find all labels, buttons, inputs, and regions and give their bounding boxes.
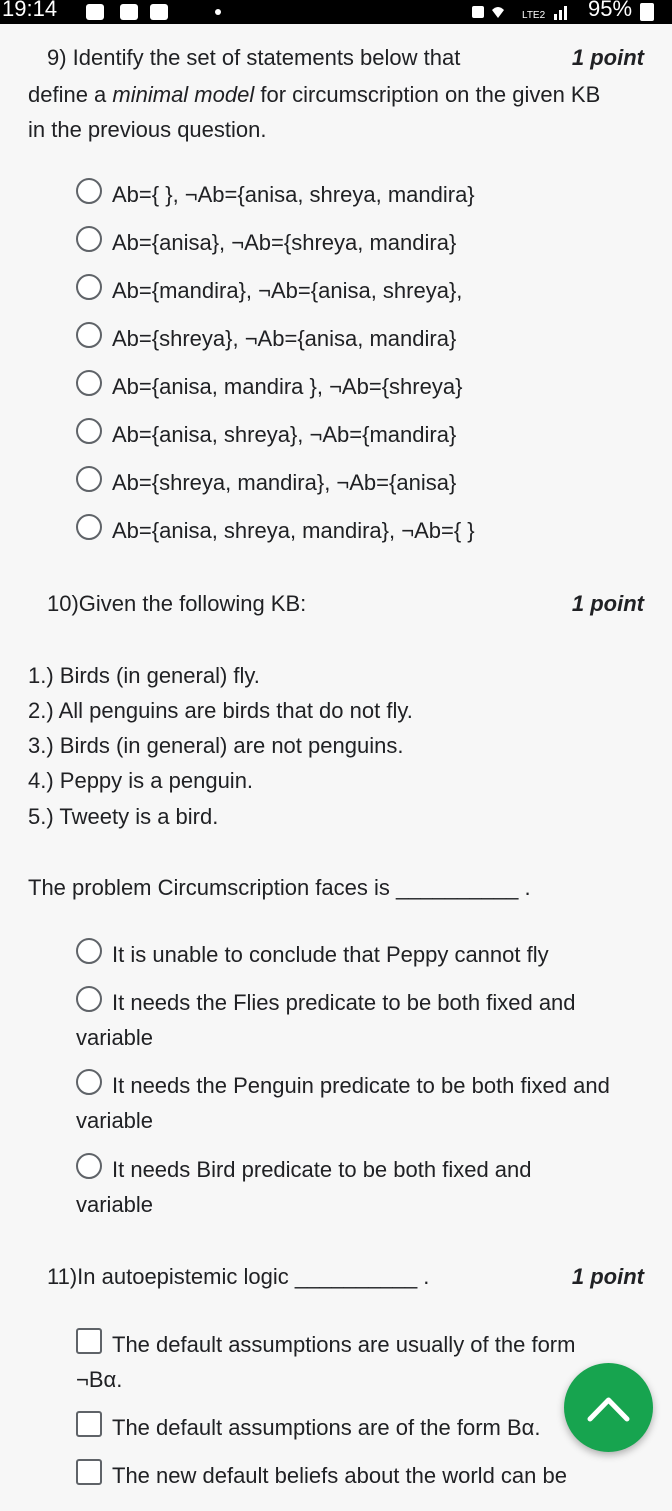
option-label: It needs Bird predicate to be both fixed and — [112, 1157, 532, 1182]
option-label-continued: variable — [76, 1025, 154, 1050]
radio-button-icon[interactable] — [76, 226, 102, 252]
option-label: It is unable to conclude that Peppy cannot fly — [112, 942, 549, 967]
q11-header — [47, 1263, 644, 1291]
option-label: Ab={anisa, mandira }, ¬Ab={shreya} — [112, 374, 463, 399]
status-time: 19:14 — [2, 0, 58, 21]
q9-option-5[interactable] — [76, 369, 652, 404]
q10-option-2[interactable] — [76, 985, 652, 1055]
q10-kb-line-5: 5.) Tweety is a bird. — [28, 804, 219, 829]
option-label: Ab={shreya}, ¬Ab={anisa, mandira} — [112, 326, 457, 351]
option-label: Ab={anisa}, ¬Ab={shreya, mandira} — [112, 230, 457, 255]
option-label: The default assumptions are usually of the form — [112, 1332, 576, 1357]
linkedin-notification-icon — [120, 4, 138, 20]
q9-option-7[interactable] — [76, 465, 652, 500]
q10-option-4[interactable] — [76, 1152, 652, 1222]
option-label: Ab={shreya, mandira}, ¬Ab={anisa} — [112, 470, 457, 495]
option-label-continued: ¬Bα. — [76, 1367, 123, 1392]
radio-button-icon[interactable] — [76, 322, 102, 348]
radio-button-icon[interactable] — [76, 986, 102, 1012]
checkbox-icon[interactable] — [76, 1411, 102, 1437]
q11-option-3[interactable] — [76, 1458, 652, 1493]
q9-header — [47, 44, 644, 72]
battery-percent: 95% — [588, 0, 633, 21]
chevron-up-icon — [586, 1389, 631, 1426]
option-label: The default assumptions are of the form Bα. — [112, 1415, 541, 1440]
q11-points: 1 point — [571, 1264, 644, 1289]
checkbox-icon[interactable] — [76, 1328, 102, 1354]
option-label: It needs the Penguin predicate to be both fixed and — [112, 1073, 610, 1098]
q11-title: 11)In autoepistemic logic __________ . — [47, 1264, 430, 1289]
radio-button-icon[interactable] — [76, 514, 102, 540]
q9-option-6[interactable] — [76, 417, 652, 452]
q10-points: 1 point — [571, 591, 644, 616]
checkbox-icon[interactable] — [76, 1459, 102, 1485]
svg-text:LTE2: LTE2 — [522, 10, 546, 21]
q10-header — [47, 590, 644, 618]
radio-button-icon[interactable] — [76, 274, 102, 300]
q9-option-2[interactable] — [76, 225, 652, 260]
q11-option-1[interactable] — [76, 1327, 652, 1397]
q9-option-3[interactable] — [76, 273, 652, 308]
form-content[interactable] — [0, 24, 672, 1511]
q9-option-1[interactable] — [76, 177, 652, 212]
check-notification-icon — [150, 4, 168, 20]
option-label: Ab={mandira}, ¬Ab={anisa, shreya}, — [112, 278, 463, 303]
more-notifications-dot-icon — [215, 9, 221, 15]
scroll-to-top-button[interactable] — [564, 1363, 653, 1452]
radio-button-icon[interactable] — [76, 466, 102, 492]
gallery-notification-icon — [86, 4, 104, 20]
q10-title: 10)Given the following KB: — [47, 591, 307, 616]
option-label: Ab={ }, ¬Ab={anisa, shreya, mandira} — [112, 182, 475, 207]
q9-emphasis: minimal model — [112, 82, 255, 107]
q9-description: define a minimal model for circumscription on the given KB in the previous question. — [28, 82, 601, 142]
q10-kb-line-1: 1.) Birds (in general) fly. — [28, 663, 260, 688]
q10-kb-line-2: 2.) All penguins are birds that do not fly. — [28, 698, 413, 723]
wifi-signal-icon — [470, 0, 580, 24]
q9-option-8[interactable] — [76, 513, 652, 548]
radio-button-icon[interactable] — [76, 938, 102, 964]
radio-button-icon[interactable] — [76, 370, 102, 396]
q9-title: 9) Identify the set of statements below that — [47, 45, 461, 70]
option-label: It needs the Flies predicate to be both fixed and — [112, 990, 576, 1015]
radio-button-icon[interactable] — [76, 178, 102, 204]
option-label-continued: variable — [76, 1192, 154, 1217]
status-bar — [0, 0, 672, 24]
q10-kb-line-3: 3.) Birds (in general) are not penguins. — [28, 733, 404, 758]
q9-option-4[interactable] — [76, 321, 652, 356]
radio-button-icon[interactable] — [76, 1153, 102, 1179]
q10-option-1[interactable] — [76, 937, 652, 972]
option-label-continued: variable — [76, 1108, 154, 1133]
radio-button-icon[interactable] — [76, 1069, 102, 1095]
battery-icon — [640, 3, 654, 21]
q10-prompt: The problem Circumscription faces is __________ . — [28, 875, 531, 900]
option-label: Ab={anisa, shreya}, ¬Ab={mandira} — [112, 422, 457, 447]
q10-option-3[interactable] — [76, 1068, 652, 1138]
option-label: The new default beliefs about the world can be — [112, 1463, 567, 1488]
option-label: Ab={anisa, shreya, mandira}, ¬Ab={ } — [112, 518, 475, 543]
radio-button-icon[interactable] — [76, 418, 102, 444]
q10-kb-line-4: 4.) Peppy is a penguin. — [28, 768, 254, 793]
q9-points: 1 point — [571, 45, 644, 70]
